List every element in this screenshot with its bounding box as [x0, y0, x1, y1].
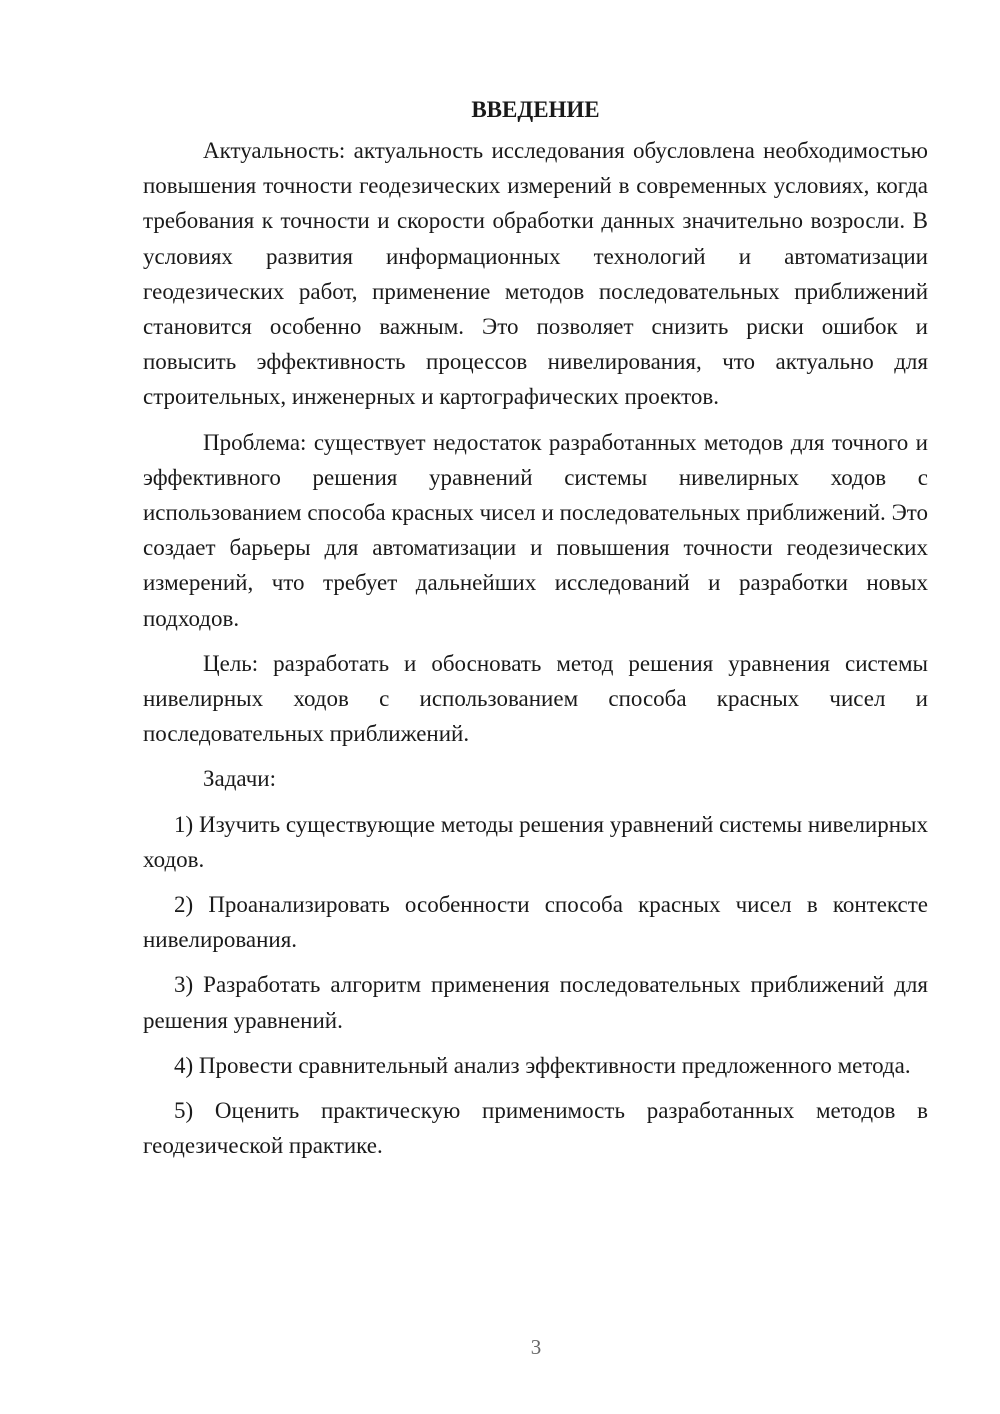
paragraph-relevance: Актуальность: актуальность исследования обусловлена необходимостью повышения точности геодезических измерений в современных условиях, когда требования к точности и скорости обработки данных значительно возросли. В условиях развития информационных технологий и автоматизации геодезических работ, применение методов последовательных приближений становится особенно важным. Это позволяет снизить риски ошибок и повысить эффективность процессов нивелирования, что актуально для строительных, инженерных и картографических проектов. [143, 138, 928, 410]
page-number: 3 [530, 1335, 542, 1359]
paragraph-problem: Проблема: существует недостаток разработанных методов для точного и эффективного решения уравнений системы нивелирных ходов с использованием способа красных чисел и последовательных приближений. Это создает барьеры для автоматизации и повышения точности геодезических измерений, что требует дальнейших исследований и разработки новых подходов. [143, 429, 928, 631]
page-title: ВВЕДЕНИЕ [471, 97, 600, 122]
task-item-5: 5) Оценить практическую применимость разработанных методов в геодезической практике. [143, 1098, 928, 1159]
tasks-list [143, 807, 928, 1164]
task-item-3: 3) Разработать алгоритм применения последовательных приближений для решения уравнений. [143, 972, 928, 1033]
tasks-label: Задачи: [203, 766, 276, 792]
task-item-1: 1) Изучить существующие методы решения уравнений системы нивелирных ходов. [143, 811, 928, 872]
paragraph-goal: Цель: разработать и обосновать метод решения уравнения системы нивелирных ходов с использованием способа красных чисел и последовательных приближений. [143, 650, 928, 747]
page-content [143, 92, 928, 1173]
task-item-2: 2) Проанализировать особенности способа красных чисел в контексте нивелирования. [143, 892, 928, 953]
task-item-4: 4) Провести сравнительный анализ эффективности предложенного метода. [174, 1052, 911, 1078]
